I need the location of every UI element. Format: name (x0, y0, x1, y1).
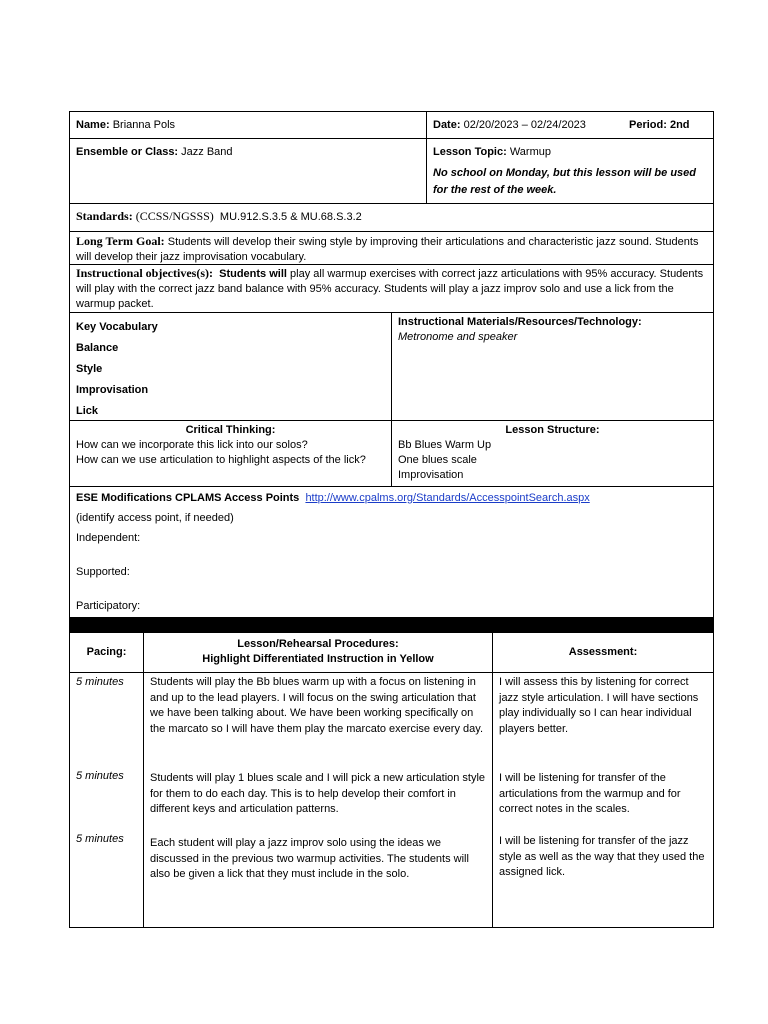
objectives-lead: Students will (219, 268, 287, 280)
ese-note: (identify access point, if needed) (76, 512, 234, 524)
period-value: 2nd (669, 119, 690, 131)
materials-cell (392, 313, 713, 420)
objectives-cell (70, 265, 713, 312)
lesson-structure-item: Improvisation (398, 469, 464, 481)
pacing-value: 5 minutes (76, 770, 124, 782)
pacing-value: 5 minutes (76, 833, 124, 845)
date-value: 02/20/2023 – 02/24/2023 (463, 119, 586, 131)
name-value: Brianna Pols (112, 119, 176, 131)
topic-note: No school on Monday, but this lesson will be used for the rest of the week. (433, 167, 697, 196)
thinking-structure-row (69, 421, 714, 487)
lesson-structure-item: Bb Blues Warm Up (398, 439, 492, 451)
critical-question: How can we use articulation to highlight aspects of the lick? (76, 454, 366, 466)
procedure-header-line1: Lesson/Rehearsal Procedures: (237, 638, 399, 650)
topic-label: Lesson Topic: (433, 146, 507, 158)
standards-row (69, 204, 714, 232)
standards-label: Standards: (76, 209, 133, 223)
long-term-goal-text: Students will develop their swing style by improving their articulations and characteristic jazz sound. Students will develop their jazz improvisation vocabulary. (76, 236, 699, 263)
standards-value: (CCSS/NGSSS) (135, 209, 214, 223)
ensemble-label: Ensemble or Class: (76, 146, 179, 158)
vocabulary-item: Style (76, 363, 103, 375)
critical-thinking-heading: Critical Thinking: (185, 424, 276, 436)
procedure-text: Students will play 1 blues scale and I will pick a new articulation style for them to do each day. This is to help develop their comfort in different keys and articulation patterns. (150, 772, 486, 815)
procedure-column (144, 673, 493, 927)
assessment-text: I will be listening for transfer of the jazz style as well as the way that they used the assigned lick. (499, 835, 705, 878)
ensemble-cell (70, 139, 427, 203)
assessment-column (493, 673, 713, 927)
date-cell (427, 112, 713, 138)
procedures-body-row (69, 673, 714, 928)
procedure-text: Students will play the Bb blues warm up with a focus on listening in and up to the lead players. I will focus on the swing articulation that we have been talking about. We have been working specifically on the marcato so I will have them play the marcato exercise every day. (150, 676, 483, 735)
period-label: Period: (629, 119, 667, 131)
section-divider-bar (69, 617, 714, 633)
objectives-row (69, 265, 714, 313)
vocabulary-item: Improvisation (76, 384, 149, 396)
materials-heading: Instructional Materials/Resources/Technology: (398, 316, 642, 328)
ese-cell (70, 487, 713, 617)
class-row (69, 139, 714, 204)
critical-thinking-cell (70, 421, 392, 486)
name-label: Name: (76, 119, 110, 131)
long-term-goal-row (69, 232, 714, 265)
supported-label: Supported: (76, 566, 130, 578)
vocabulary-item: Lick (76, 405, 99, 417)
standards-cell (70, 204, 713, 231)
lesson-structure-item: One blues scale (398, 454, 477, 466)
procedure-text: Each student will play a jazz improv solo using the ideas we discussed in the previous two warmup activities. The students will also be given a lick that they must include in the solo. (150, 837, 469, 880)
standards-codes: MU.912.S.3.5 & MU.68.S.3.2 (219, 211, 362, 223)
pacing-column (70, 673, 144, 927)
procedure-header-line2: Highlight Differentiated Instruction in Yellow (202, 653, 434, 665)
vocab-materials-row (69, 313, 714, 421)
ensemble-value: Jazz Band (181, 146, 233, 158)
ese-row (69, 487, 714, 617)
assessment-text: I will be listening for transfer of the articulations from the warmup and for correct notes in the scales. (499, 772, 681, 815)
pacing-value: 5 minutes (76, 676, 124, 688)
topic-value: Warmup (509, 146, 551, 158)
critical-question: How can we incorporate this lick into our solos? (76, 439, 308, 451)
lesson-structure-heading: Lesson Structure: (505, 424, 600, 436)
pacing-header: Pacing: (86, 646, 127, 658)
independent-label: Independent: (76, 532, 141, 544)
topic-cell (427, 139, 713, 203)
vocabulary-cell (70, 313, 392, 420)
assessment-header-cell (493, 633, 713, 672)
ese-heading: ESE Modifications CPLAMS Access Points (76, 492, 300, 504)
pacing-header-cell (70, 633, 144, 672)
long-term-goal-label: Long Term Goal: (76, 234, 165, 248)
objectives-text: play all warmup exercises with correct jazz articulations with 95% accuracy. Students will play with the correct jazz band balance with 95% accuracy. Students will play a jazz improv solo and use a lick from the warmup packet. (76, 268, 704, 310)
materials-text: Metronome and speaker (398, 331, 518, 343)
objectives-label: Instructional objectives(s): (76, 266, 213, 280)
assessment-text: I will assess this by listening for correct jazz style articulation. I will have sections play individually so I can hear individual players better. (499, 676, 699, 735)
lesson-plan-document (69, 111, 714, 928)
vocabulary-item: Balance (76, 342, 119, 354)
cpalms-link[interactable]: http://www.cpalms.org/Standards/AccesspointSearch.aspx (305, 492, 590, 504)
long-term-goal-cell (70, 232, 713, 264)
procedures-header-row (69, 633, 714, 673)
procedure-header-cell (144, 633, 493, 672)
vocabulary-heading: Key Vocabulary (76, 321, 158, 333)
header-row (69, 111, 714, 139)
lesson-structure-cell (392, 421, 713, 486)
participatory-label: Participatory: (76, 600, 141, 612)
assessment-header: Assessment: (568, 646, 638, 658)
name-cell (70, 112, 427, 138)
date-label: Date: (433, 119, 461, 131)
